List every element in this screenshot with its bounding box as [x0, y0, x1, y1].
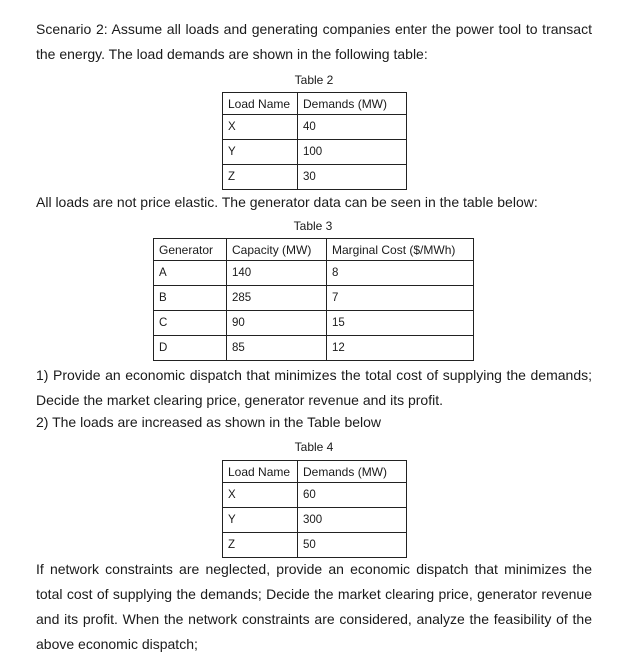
mid-paragraph: All loads are not price elastic. The generator data can be seen in the table below:	[36, 194, 538, 210]
table-header-row	[223, 461, 407, 483]
table-row	[223, 483, 407, 508]
question1-paragraph: 1) Provide an economic dispatch that minimizes the total cost of supplying the demands; Decide the market clearing price, generator revenue and its profit.	[36, 367, 592, 408]
table-header-cell: Demands (MW)	[298, 93, 407, 115]
table-row	[223, 115, 407, 140]
table-header-cell: Marginal Cost ($/MWh)	[327, 239, 474, 261]
table-row	[154, 311, 474, 336]
table-cell: Z	[223, 165, 298, 190]
table-cell: 40	[298, 115, 407, 140]
table-header-row	[223, 93, 407, 115]
table-cell: X	[223, 115, 298, 140]
final-paragraph: If network constraints are neglected, provide an economic dispatch that minimizes the total cost of supplying the demands; Decide the market clearing price, generator revenue and its profit. When the network constraints are considered, analyze the feasibility of the above economic dispatch;	[36, 561, 592, 652]
table-row	[223, 140, 407, 165]
table-cell: D	[154, 336, 227, 361]
question2-paragraph: 2) The loads are increased as shown in the Table below	[36, 414, 382, 430]
table-row	[154, 336, 474, 361]
table-cell: 285	[227, 286, 327, 311]
table-cell: 300	[298, 508, 407, 533]
table-cell: 12	[327, 336, 474, 361]
table-cell: 30	[298, 165, 407, 190]
table-row	[154, 261, 474, 286]
table-cell: 7	[327, 286, 474, 311]
table3	[153, 238, 474, 361]
table-header-cell: Generator	[154, 239, 227, 261]
table-cell: 90	[227, 311, 327, 336]
table-header-cell: Demands (MW)	[298, 461, 407, 483]
table2-caption: Table 2	[294, 73, 334, 87]
table-row	[154, 286, 474, 311]
table-cell: A	[154, 261, 227, 286]
table-header-cell: Load Name	[223, 93, 298, 115]
table-header-cell: Capacity (MW)	[227, 239, 327, 261]
table-cell: C	[154, 311, 227, 336]
table-cell: Y	[223, 508, 298, 533]
table-cell: 140	[227, 261, 327, 286]
table-cell: 85	[227, 336, 327, 361]
table-cell: 100	[298, 140, 407, 165]
table-cell: B	[154, 286, 227, 311]
table-row	[223, 165, 407, 190]
table-row	[223, 533, 407, 558]
intro-paragraph: Scenario 2: Assume all loads and generating companies enter the power tool to transact the energy. The load demands are shown in the following table:	[36, 21, 592, 62]
table4	[222, 460, 407, 558]
table-cell: 8	[327, 261, 474, 286]
table2	[222, 92, 407, 190]
table-row	[223, 508, 407, 533]
table-cell: X	[223, 483, 298, 508]
table-header-row	[154, 239, 474, 261]
table-cell: 15	[327, 311, 474, 336]
table-cell: Z	[223, 533, 298, 558]
table-cell: 60	[298, 483, 407, 508]
table3-caption: Table 3	[293, 219, 333, 233]
table-header-cell: Load Name	[223, 461, 298, 483]
table-cell: 50	[298, 533, 407, 558]
table4-caption: Table 4	[294, 440, 334, 454]
table-cell: Y	[223, 140, 298, 165]
